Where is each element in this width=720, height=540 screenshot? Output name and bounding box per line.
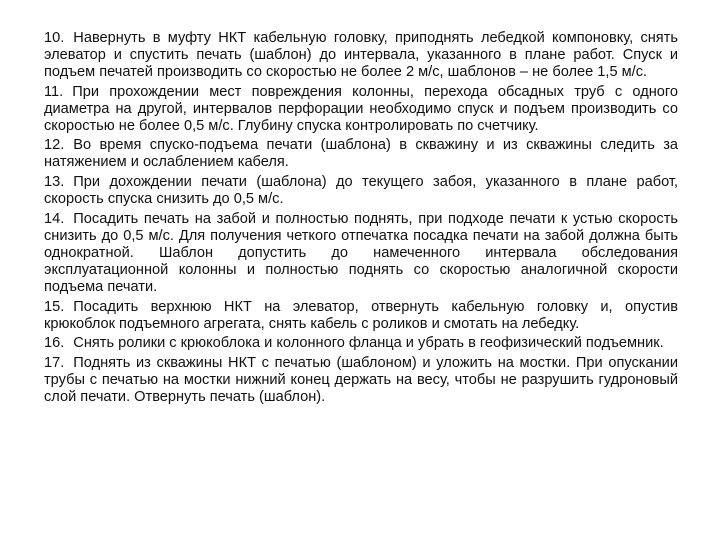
item-text: При прохождении мест повреждения колонны, перехода обсадных труб с одного диаметра на другой, интервалов перфорации необходимо спуск и подъем производить со скоростью не более 0,5 м/с. Глубину спуска контролировать по счетчику. bbox=[44, 83, 678, 134]
item-text: Во время спуско-подъема печати (шаблона) в скважину и из скважины следить за натяжением и ослаблением кабеля. bbox=[44, 137, 678, 171]
item-number: 15. bbox=[44, 298, 65, 315]
list-item-10 bbox=[44, 30, 678, 81]
item-text: Поднять из скважины НКТ с печатью (шаблоном) и уложить на мостки. При опускании трубы с печатью на мостки нижний конец держать на весу, чтобы не разрушить гудроновый слой печати. Отвернуть печать (шаблон). bbox=[44, 355, 678, 406]
item-number: 14. bbox=[44, 211, 65, 228]
list-item-11 bbox=[44, 84, 678, 135]
item-text: Снять ролики с крюкоблока и колонного фланца и убрать в геофизический подъемник. bbox=[73, 335, 664, 352]
item-text: Навернуть в муфту НКТ кабельную головку, приподнять лебедкой компоновку, снять элеватор и спустить печать (шаблон) до интервала, указанного в плане работ. Спуск и подъем печатей производить со скоростью не более 2 м/с, шаблонов – не более 1,5 м/с. bbox=[44, 30, 678, 80]
item-number: 17. bbox=[44, 355, 65, 372]
list-item-14 bbox=[44, 211, 678, 296]
item-number: 11. bbox=[44, 83, 64, 100]
document-body bbox=[44, 30, 678, 409]
item-number: 10. bbox=[44, 30, 65, 46]
list-item-15 bbox=[44, 299, 678, 333]
list-item-17 bbox=[44, 355, 678, 406]
item-number: 13. bbox=[44, 174, 65, 191]
list-item-13 bbox=[44, 174, 678, 208]
item-number: 12. bbox=[44, 137, 65, 154]
item-number: 16. bbox=[44, 335, 65, 352]
item-text: Посадить печать на забой и полностью поднять, при подходе печати к устью скорость снизить до 0,5 м/с. Для получения четкого отпечатка посадка печати на забой должна быть однократной. Шаблон допустить до намеченного интервала обследования эксплуатационной колонны и полностью поднять со скоростью аналогичной скорости подъема печати. bbox=[44, 211, 678, 295]
list-item-16 bbox=[44, 335, 678, 352]
item-text: Посадить верхнюю НКТ на элеватор, отвернуть кабельную головку и, опустив крюкоблок подъемного агрегата, снять кабель с роликов и смотать на лебедку. bbox=[44, 298, 678, 332]
list-item-12 bbox=[44, 137, 678, 171]
item-text: При дохождении печати (шаблона) до текущего забоя, указанного в плане работ, скорость спуска снизить до 0,5 м/с. bbox=[44, 174, 678, 208]
